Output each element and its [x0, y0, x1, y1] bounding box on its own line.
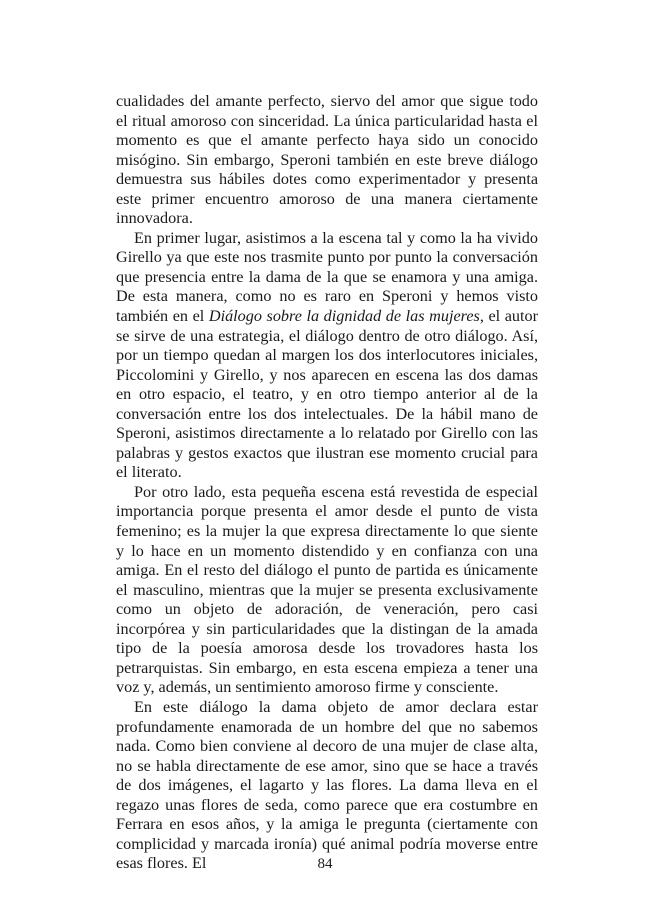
paragraph-2-text-after: , el autor se sirve de una estrategia, el diálogo dentro de otro diálogo. Así, por un tiempo quedan al margen los dos interlocutores iniciales, Piccolomini y Girello, y nos aparecen en escena las dos damas en otro espacio, el teatro, y en otro tiempo anterior al de la conversación entre los dos intelectuales. De la hábil mano de Speroni, asistimos directamente a lo relatado por Girello con las palabras y gestos exactos que ilustran ese momento crucial para el literato. [116, 307, 538, 482]
paragraph-4-text: En este diálogo la dama objeto de amor declara estar profundamente enamorada de un hombre del que no sabemos nada. Como bien conviene al decoro de una mujer de clase alta, no se habla directamente de ese amor, sino que se hace a través de dos imágenes, el lagarto y las flores. La dama lleva en el regazo unas flores de seda, como parece que era costumbre en Ferrara en esos años, y la amiga le pregunta (ciertamente con complicidad y marcada ironía) qué animal podría moverse entre esas flores. El [116, 697, 538, 873]
paragraph-3-text: Por otro lado, esta pequeña escena está revestida de especial importancia porque presenta el amor desde el punto de vista femenino; es la mujer la que expresa directamente lo que siente y lo hace en un momento distendido y en confianza con una amiga. En el resto del diálogo el punto de partida es únicamente el masculino, mientras que la mujer se presenta exclusivamente como un objeto de adoración, de veneración, pero casi incorpórea y sin particularidades que la distingan de la amada tipo de la poesía amorosa desde los trovadores hasta los petrarquistas. Sin embargo, en esta escena empieza a tener una voz y, además, un sentimiento amoroso firme y consciente. [116, 482, 538, 697]
paragraph-3 [116, 483, 538, 698]
paragraph-4 [116, 698, 538, 874]
paragraph-1-text: cualidades del amante perfecto, siervo del amor que sigue todo el ritual amoroso con sinceridad. La única particularidad hasta el momento es que el amante perfecto haya sido un conocido misógino. Sin embargo, Speroni también en este breve diálogo demuestra sus hábiles dotes como experimentador y presenta este primer encuentro amoroso de una manera ciertamente innovadora. [116, 92, 538, 228]
paragraph-2 [116, 229, 538, 483]
book-title-italic: Diálogo sobre la dignidad de las mujeres [208, 307, 480, 326]
paragraph-1 [116, 92, 538, 229]
paragraph-2-text-before: En primer lugar, asistimos a la escena tal y como la ha vivido Girello ya que este nos trasmite punto por punto la conversación que presencia entre la dama de la que se enamora y una amiga. De esta manera, como no es raro en Speroni y hemos visto también en el [116, 228, 538, 326]
page-body [116, 92, 538, 874]
page-number: 84 [317, 856, 333, 872]
